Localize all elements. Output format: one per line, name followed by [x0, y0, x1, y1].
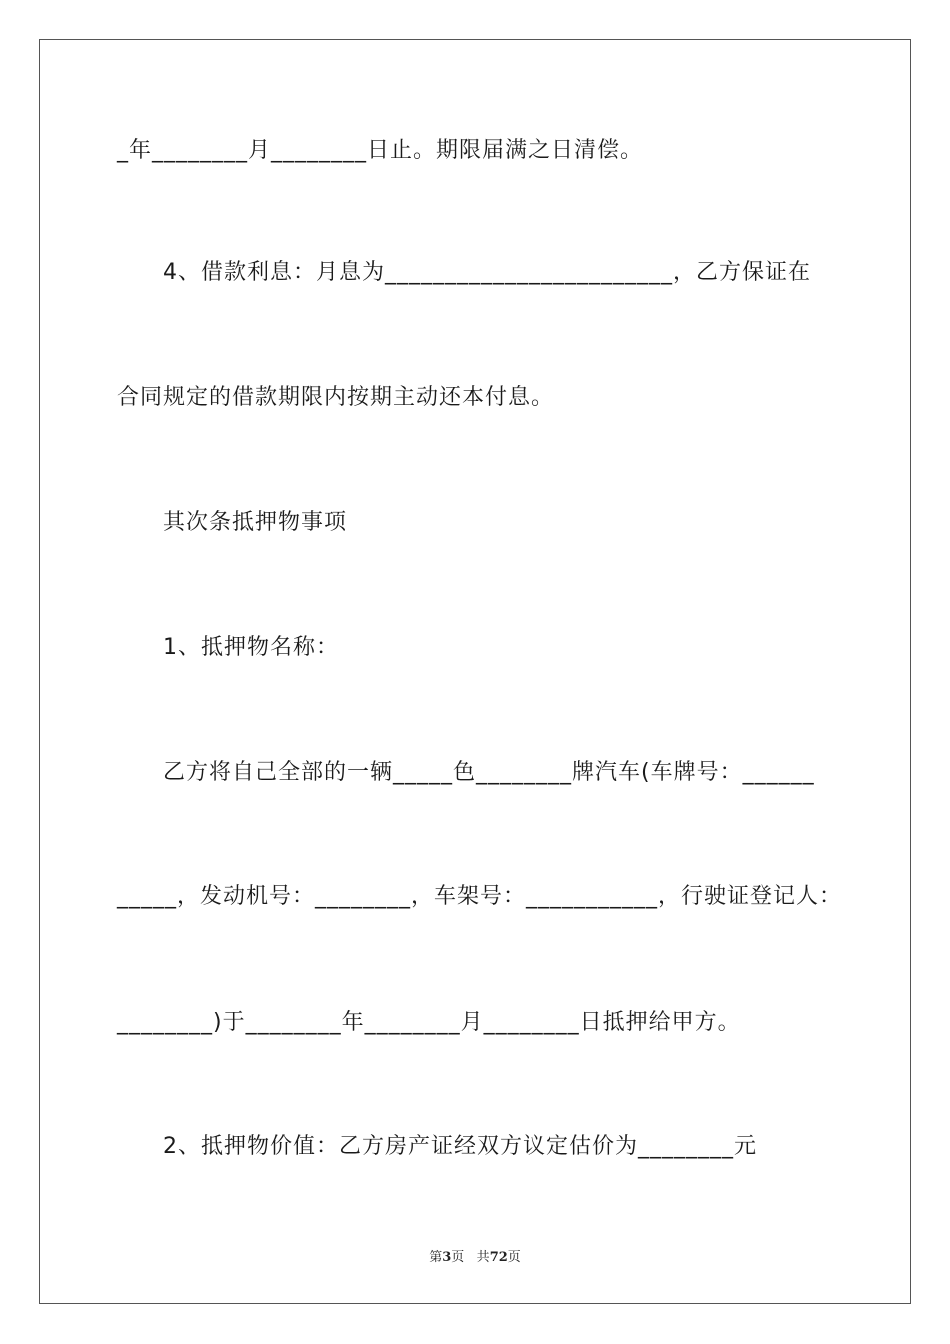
text-line-vehicle: 乙方将自己全部的一辆_____色________牌汽车(车牌号：______ — [163, 760, 815, 785]
footer-page-total: 72 — [489, 1250, 508, 1265]
text-line-collateral-name: 1、抵押物名称： — [163, 635, 339, 660]
text-line-collateral-value: 2、抵押物价值：乙方房产证经双方议定估价为________元 — [163, 1134, 757, 1159]
text-line-interest: 4、借款利息：月息为________________________，乙方保证在 — [163, 260, 811, 285]
text-line-engine-frame: _____，发动机号：________，车架号：___________，行驶证登记人： — [117, 884, 843, 909]
page-footer — [0, 1246, 950, 1265]
footer-total-suffix: 页 — [507, 1250, 521, 1265]
footer-page-prefix: 第 — [429, 1250, 443, 1265]
footer-page-suffix: 页 — [451, 1250, 465, 1265]
footer-total-prefix: 共 — [476, 1250, 490, 1265]
text-line-repayment: 合同规定的借款期限内按期主动还本付息。 — [117, 385, 555, 410]
footer-page-current: 3 — [442, 1250, 452, 1265]
text-line-pledge-date: ________)于________年________月________日抵押给甲方。 — [117, 1010, 741, 1035]
text-line-due-date: _年________月________日止。期限届满之日清偿。 — [117, 138, 644, 163]
page-border — [39, 39, 911, 1304]
section-heading-collateral: 其次条抵押物事项 — [163, 510, 348, 535]
